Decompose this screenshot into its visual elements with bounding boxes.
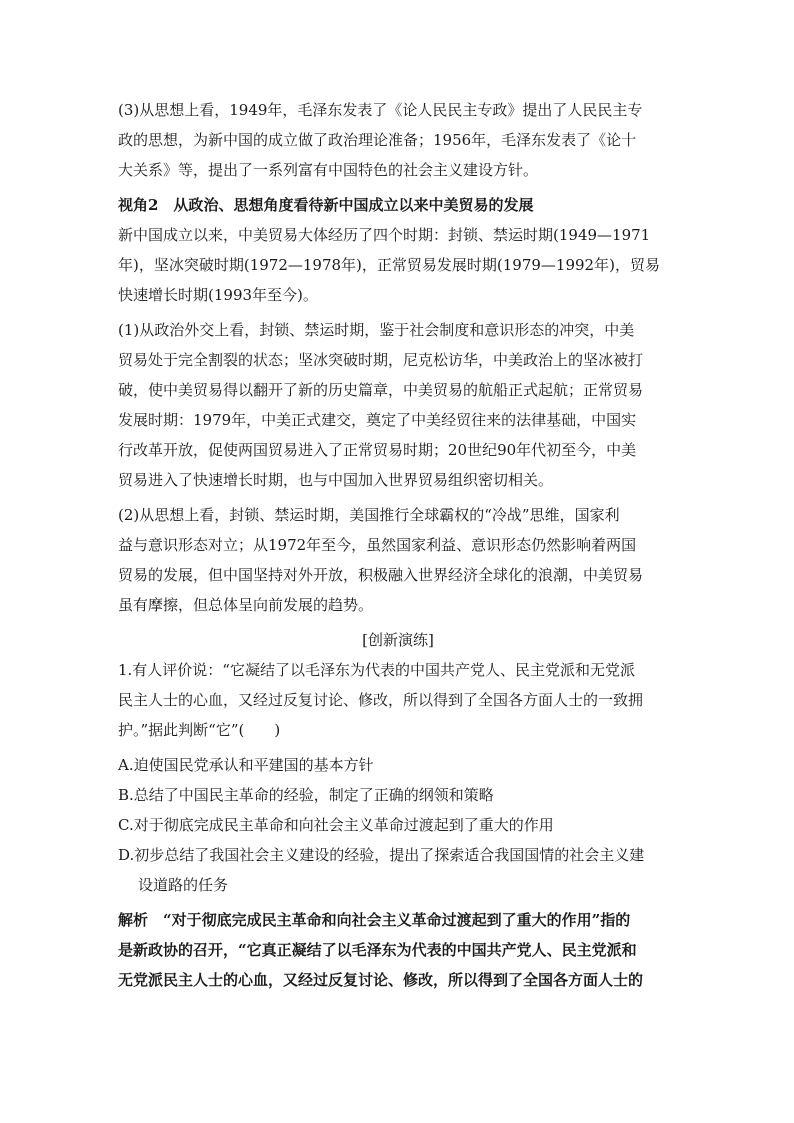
- question-line: 护。”据此判断“它”( ): [118, 721, 281, 739]
- option-d: D.初步总结了我国社会主义建设的经验，提出了探索适合我国国情的社会主义建: [118, 846, 645, 864]
- question-line: 1.有人评价说：“它凝结了以毛泽东为代表的中国共产党人、民主党派和无党派: [118, 661, 635, 679]
- paragraph-line: 大关系》等，提出了一系列富有中国特色的社会主义建设方针。: [118, 161, 539, 179]
- option-c: C.对于彻底完成民主革命和向社会主义革命过渡起到了重大的作用: [118, 816, 554, 834]
- exercise-heading: [创新演练]: [362, 631, 434, 649]
- paragraph-line: 行改革开放，促使两国贸易进入了正常贸易时期；20世纪90年代初至今，中美: [118, 441, 637, 459]
- paragraph-line: 发展时期：1979年，中美正式建交，奠定了中美经贸往来的法律基础，中国实: [118, 411, 637, 429]
- option-d-continued: 设道路的任务: [138, 876, 229, 894]
- paragraph-line: 快速增长时期(1993年至今)。: [118, 286, 318, 304]
- paragraph-line: (2)从思想上看，封锁、禁运时期，美国推行全球霸权的“冷战”思维，国家利: [118, 506, 620, 524]
- question-line: 民主人士的心血，又经过反复讨论、修改，所以得到了全国各方面人士的一致拥: [118, 691, 644, 709]
- paragraph-line: 政的思想，为新中国的成立做了政治理论准备；1956年，毛泽东发表了《论十: [118, 131, 637, 149]
- paragraph-line: 贸易的发展，但中国坚持对外开放，积极融入世界经济全球化的浪潮，中美贸易: [118, 566, 644, 584]
- paragraph-line: 益与意识形态对立；从1972年至今，虽然国家利益、意识形态仍然影响着两国: [118, 536, 637, 554]
- paragraph-line: 年)，坚冰突破时期(1972—1978年)，正常贸易发展时期(1979—1992年)，贸易: [118, 256, 660, 274]
- analysis-line: 是新政协的召开，“它真正凝结了以毛泽东为代表的中国共产党人、民主党派和: [118, 941, 637, 959]
- paragraph-line: 贸易处于完全割裂的状态；坚冰突破时期，尼克松访华，中美政治上的坚冰被打: [118, 351, 644, 369]
- paragraph-line: 贸易进入了快速增长时期，也与中国加入世界贸易组织密切相关。: [118, 471, 554, 489]
- paragraph-line: 新中国成立以来，中美贸易大体经历了四个时期：封锁、禁运时期(1949—1971: [118, 226, 651, 244]
- option-a: A.迫使国民党承认和平建国的基本方针: [118, 756, 374, 774]
- section-heading: 视角2 从政治、思想角度看待新中国成立以来中美贸易的发展: [118, 196, 534, 214]
- paragraph-line: 破，使中美贸易得以翻开了新的历史篇章，中美贸易的航船正式起航；正常贸易: [118, 381, 644, 399]
- option-b: B.总结了中国民主革命的经验，制定了正确的纲领和策略: [118, 786, 494, 804]
- paragraph-line: (1)从政治外交上看，封锁、禁运时期，鉴于社会制度和意识形态的冲突，中美: [118, 321, 635, 339]
- analysis-line: 无党派民主人士的心血，又经过反复讨论、修改，所以得到了全国各方面人士的: [118, 971, 644, 989]
- paragraph-line: (3)从思想上看，1949年，毛泽东发表了《论人民民主专政》提出了人民民主专: [118, 101, 643, 119]
- analysis-line: 解析 “对于彻底完成民主革命和向社会主义革命过渡起到了重大的作用”指的: [118, 911, 631, 929]
- paragraph-line: 虽有摩擦，但总体呈向前发展的趋势。: [118, 596, 374, 614]
